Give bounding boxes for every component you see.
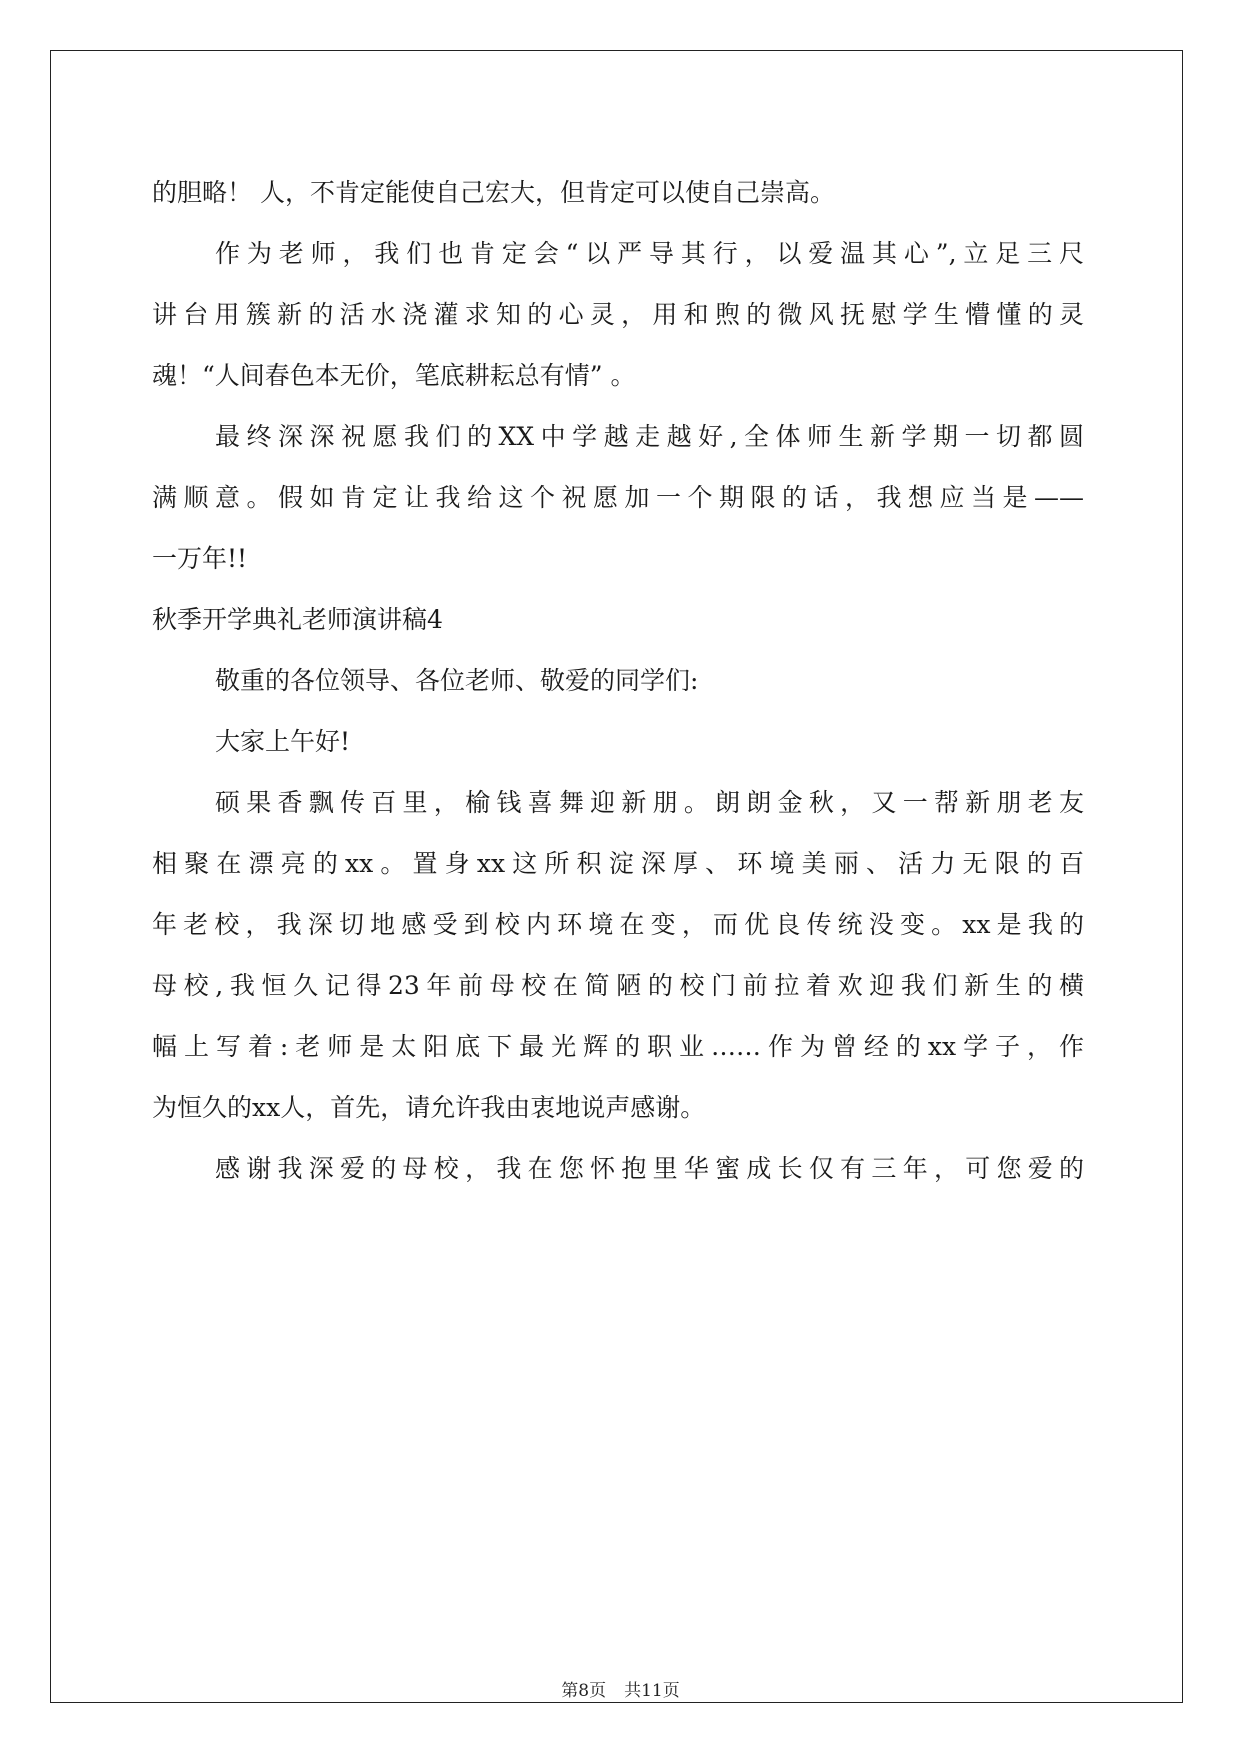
document-body [152, 162, 1084, 1199]
text-line: 魂！“人间春色本无价，笔底耕耘总有情” 。 [152, 361, 636, 390]
page-total: 共11页 [624, 1681, 680, 1701]
text-line: 幅上写着:老师是太阳底下最光辉的职业……作为曾经的xx学子，作 [152, 1032, 1084, 1061]
text-line: 硕果香飘传百里，榆钱喜舞迎新朋。朗朗金秋，又一帮新朋老友 [215, 788, 1084, 817]
text-line: 母校,我恒久记得23年前母校在简陋的校门前拉着欢迎我们新生的横 [152, 971, 1084, 1000]
salutation: 敬重的各位领导、各位老师、敬爱的同学们: [215, 666, 699, 695]
text-line: 满顺意。假如肯定让我给这个祝愿加一个期限的话，我想应当是—— [152, 483, 1084, 512]
text-line: 一万年!! [152, 544, 248, 573]
text-line: 讲台用簇新的活水浇灌求知的心灵，用和煦的微风抚慰学生懵懂的灵 [152, 300, 1084, 329]
text-line: 最终深深祝愿我们的XX中学越走越好,全体师生新学期一切都圆 [215, 422, 1084, 451]
greeting: 大家上午好! [215, 727, 351, 756]
text-line: 的胆略！ 人，不肯定能使自己宏大，但肯定可以使自己崇高。 [152, 178, 835, 207]
text-line: 相聚在漂亮的xx。置身xx这所积淀深厚、环境美丽、活力无限的百 [152, 849, 1084, 878]
page-number: 第8页 [561, 1681, 607, 1701]
text-line: 为恒久的xx人，首先，请允许我由衷地说声感谢。 [152, 1093, 706, 1122]
text-line: 作为老师，我们也肯定会“以严导其行，以爱温其心”,立足三尺 [215, 239, 1084, 268]
section-heading: 秋季开学典礼老师演讲稿4 [152, 605, 443, 634]
text-line: 感谢我深爱的母校，我在您怀抱里华蜜成长仅有三年，可您爱的 [215, 1154, 1084, 1183]
text-line: 年老校，我深切地感受到校内环境在变，而优良传统没变。xx是我的 [152, 910, 1084, 939]
page-footer [0, 1676, 1241, 1701]
